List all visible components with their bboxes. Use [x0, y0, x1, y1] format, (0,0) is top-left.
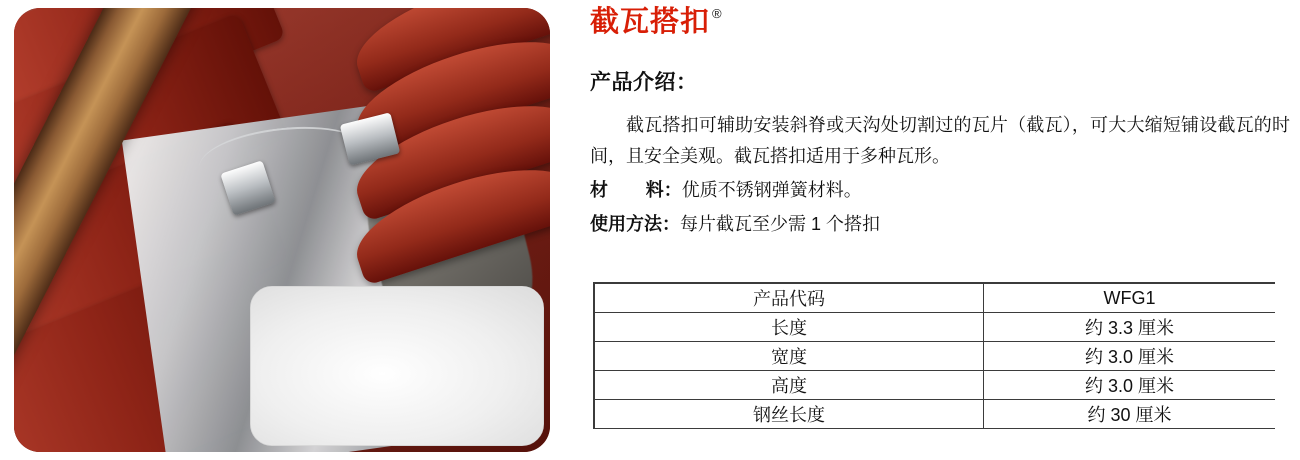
- spec-value: 约 3.0 厘米: [984, 371, 1276, 400]
- usage-line: [590, 210, 880, 236]
- spec-value: 约 30 厘米: [984, 400, 1276, 429]
- inset-background: [251, 287, 543, 445]
- product-title-group: [590, 8, 722, 37]
- spec-name: 高度: [594, 371, 984, 400]
- table-row: [594, 371, 1275, 400]
- product-info-column: [590, 0, 1290, 460]
- specification-table-body: [594, 283, 1275, 429]
- material-line: [590, 176, 862, 202]
- intro-heading: 产品介绍：: [590, 71, 698, 94]
- table-row: [594, 313, 1275, 342]
- spec-value: WFG1: [984, 283, 1276, 313]
- main-product-photo: [14, 8, 550, 452]
- material-value: 优质不锈钢弹簧材料。: [681, 180, 862, 200]
- spec-name: 钢丝长度: [594, 400, 984, 429]
- spec-value: 约 3.0 厘米: [984, 342, 1276, 371]
- table-row: [594, 400, 1275, 429]
- spec-name: 宽度: [594, 342, 984, 371]
- material-label: 材: [590, 180, 608, 200]
- spec-name: 产品代码: [594, 283, 984, 313]
- table-row: [594, 283, 1275, 313]
- material-label-suffix: 料：: [645, 180, 682, 200]
- usage-value: 每片截瓦至少需 1 个搭扣: [680, 214, 881, 234]
- specification-table: [593, 282, 1275, 429]
- table-row: [594, 342, 1275, 371]
- registered-trademark-icon: ®: [712, 6, 722, 21]
- inset-product-closeup: [250, 286, 544, 446]
- page-title: 截瓦搭扣: [590, 6, 711, 38]
- spec-value: 约 3.3 厘米: [984, 313, 1276, 342]
- intro-paragraph: 截瓦搭扣可辅助安装斜脊或天沟处切割过的瓦片（截瓦），可大大缩短铺设截瓦的时间，且安全美观。截瓦搭扣适用于多种瓦形。: [590, 115, 1290, 166]
- spec-name: 长度: [594, 313, 984, 342]
- usage-label: 使用方法：: [590, 214, 680, 234]
